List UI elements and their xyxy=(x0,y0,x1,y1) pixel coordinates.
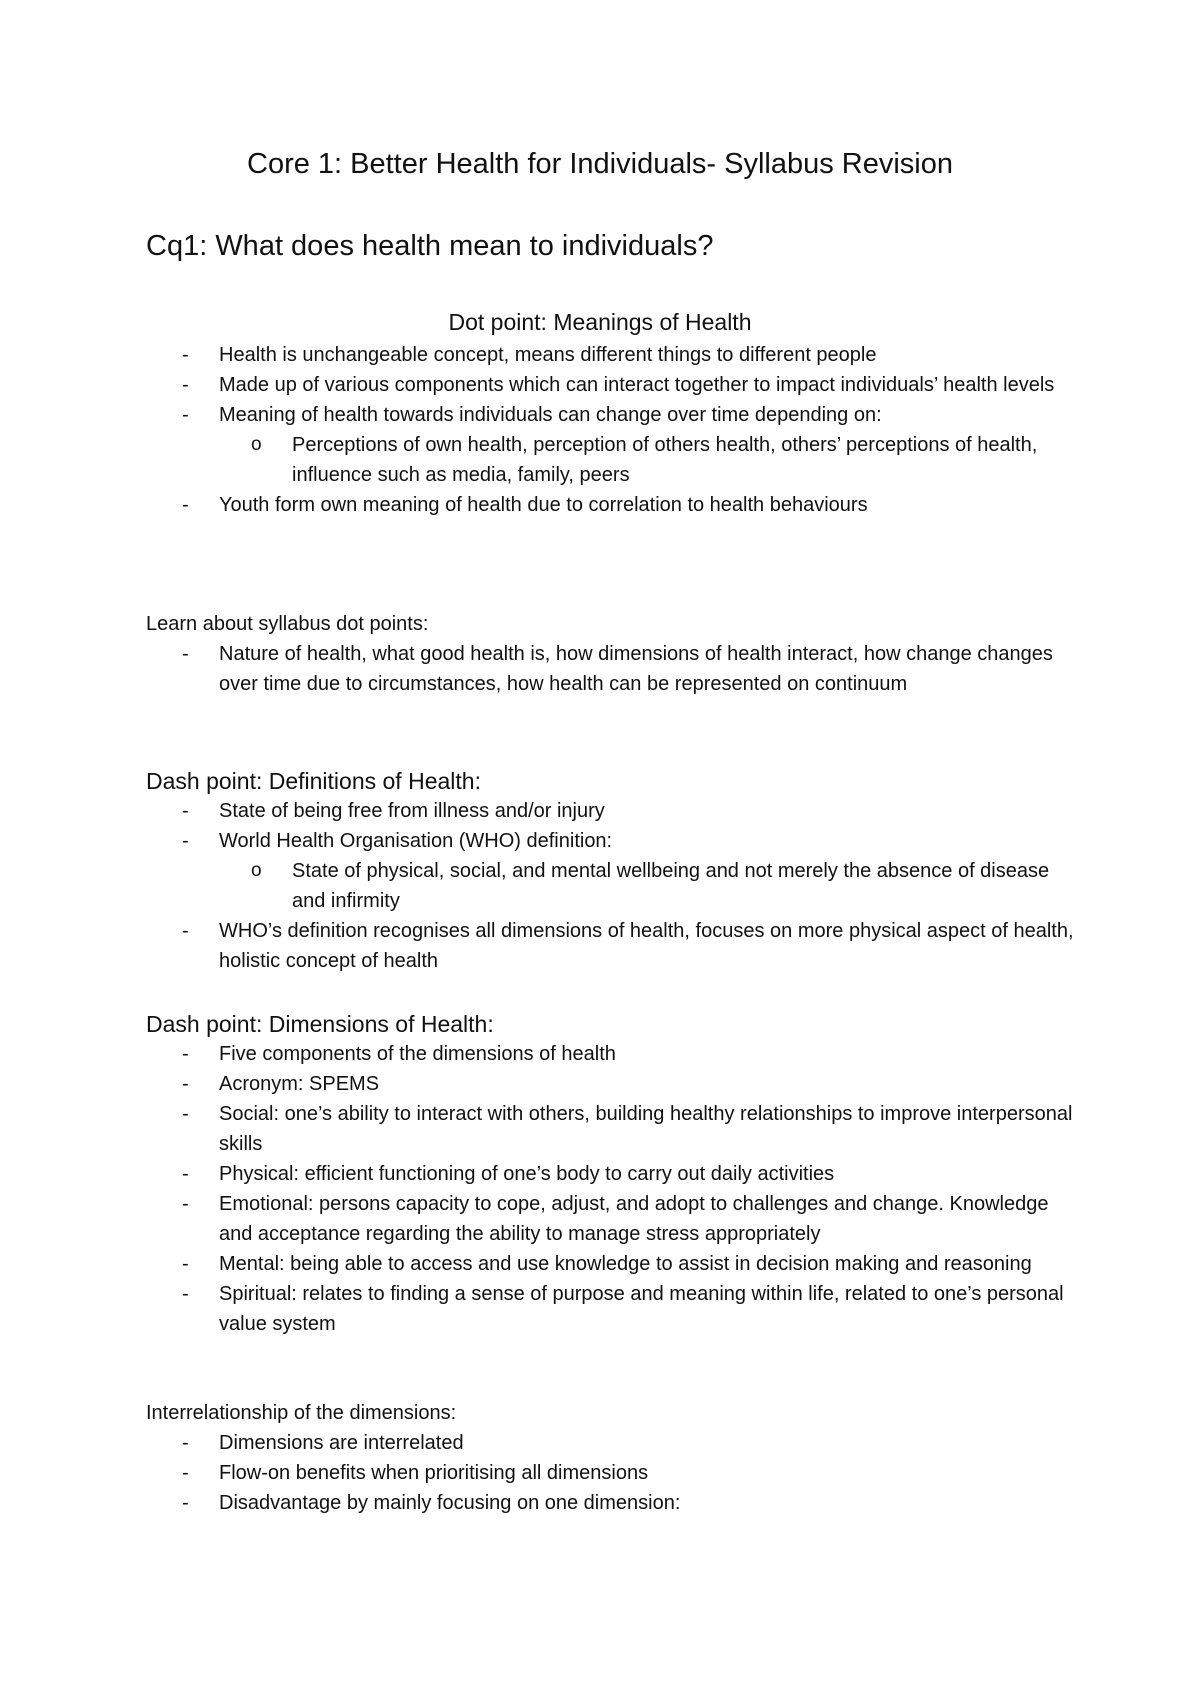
definitions-list xyxy=(146,796,1076,976)
meanings-section xyxy=(146,340,1076,520)
dimensions-list xyxy=(146,1039,1076,1339)
meanings-list xyxy=(146,340,1076,520)
list-item: - Physical: efficient functioning of one’s body to carry out daily activities xyxy=(146,1159,1076,1189)
learn-list xyxy=(146,639,1076,699)
list-item: - WHO’s definition recognises all dimensions of health, focuses on more physical aspect of health, holistic concept of health xyxy=(146,916,1076,976)
list-item: - Youth form own meaning of health due to correlation to health behaviours xyxy=(146,490,1076,520)
document-title: Core 1: Better Health for Individuals- Syllabus Revision xyxy=(247,148,953,180)
definitions-sub-list xyxy=(219,856,1076,916)
list-item: - Spiritual: relates to finding a sense of purpose and meaning within life, related to one’s personal value system xyxy=(146,1279,1076,1339)
list-item: - Acronym: SPEMS xyxy=(146,1069,1076,1099)
learn-label: Learn about syllabus dot points: xyxy=(146,613,429,635)
list-item: - Made up of various components which can interact together to impact individuals’ health levels xyxy=(146,370,1076,400)
list-item xyxy=(146,826,1076,916)
list-item: - State of being free from illness and/or injury xyxy=(146,796,1076,826)
list-item xyxy=(146,400,1076,490)
list-item: - Flow-on benefits when prioritising all dimensions xyxy=(146,1458,1076,1488)
meanings-heading: Dot point: Meanings of Health xyxy=(448,309,752,335)
interrelationship-label: Interrelationship of the dimensions: xyxy=(146,1402,457,1424)
sub-list-item: o Perceptions of own health, perception of others health, others’ perceptions of health, influence such as media, family, peers xyxy=(219,430,1076,490)
sub-list-item: o State of physical, social, and mental wellbeing and not merely the absence of disease and infirmity xyxy=(219,856,1076,916)
definitions-section xyxy=(146,766,1076,976)
list-item: - Health is unchangeable concept, means different things to different people xyxy=(146,340,1076,370)
list-item: - Emotional: persons capacity to cope, adjust, and adopt to challenges and change. Knowledge and acceptance regarding the ability to manage stress appropriately xyxy=(146,1189,1076,1249)
list-item: - Nature of health, what good health is, how dimensions of health interact, how change changes over time due to circumstances, how health can be represented on continuum xyxy=(146,639,1076,699)
list-item: - Dimensions are interrelated xyxy=(146,1428,1076,1458)
definitions-heading: Dash point: Definitions of Health: xyxy=(146,768,481,794)
dimensions-heading: Dash point: Dimensions of Health: xyxy=(146,1011,494,1037)
list-item-text: Meaning of health towards individuals can change over time depending on: xyxy=(219,404,882,426)
interrelationship-section xyxy=(146,1398,1076,1518)
dimensions-section xyxy=(146,1009,1076,1339)
learn-section xyxy=(146,609,1076,699)
list-item: - Social: one’s ability to interact with others, building healthy relationships to improve interpersonal skills xyxy=(146,1099,1076,1159)
list-item-text: World Health Organisation (WHO) definition: xyxy=(219,830,613,852)
meanings-sub-list xyxy=(219,430,1076,490)
list-item: - Five components of the dimensions of health xyxy=(146,1039,1076,1069)
cq1-heading: Cq1: What does health mean to individuals? xyxy=(146,230,714,262)
list-item: - Disadvantage by mainly focusing on one dimension: xyxy=(146,1488,1076,1518)
list-item: - Mental: being able to access and use knowledge to assist in decision making and reasoning xyxy=(146,1249,1076,1279)
interrelationship-list xyxy=(146,1428,1076,1518)
